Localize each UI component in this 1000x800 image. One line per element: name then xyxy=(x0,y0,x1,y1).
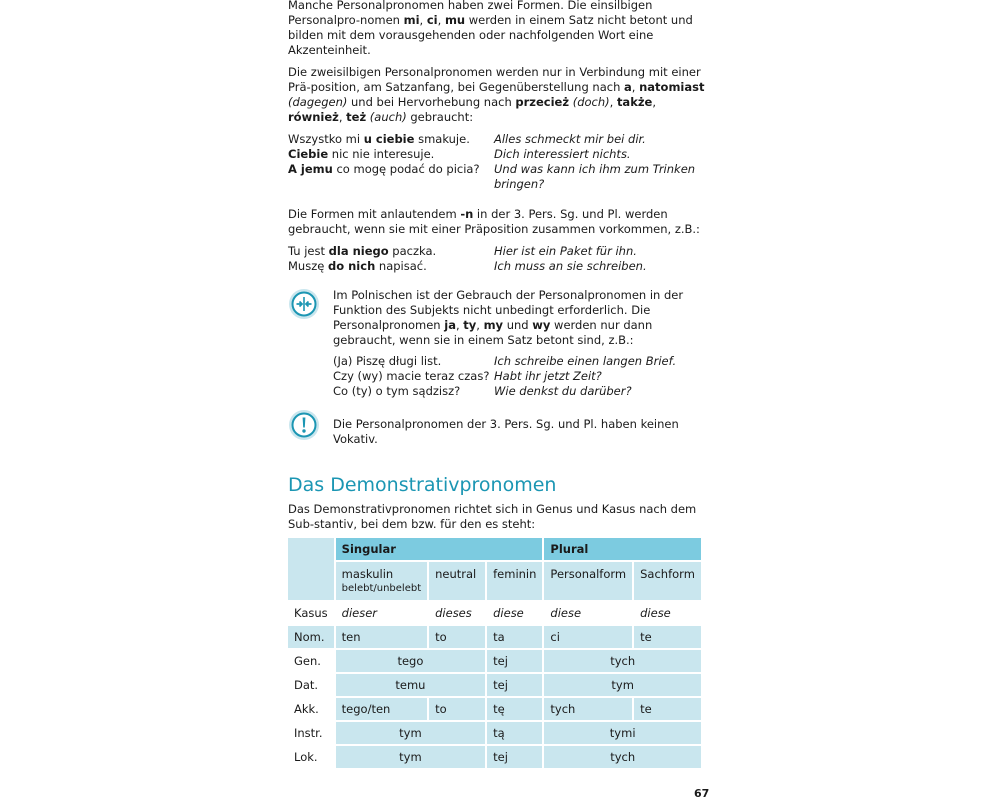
page-number: 67 xyxy=(694,787,710,800)
table-row xyxy=(288,746,701,768)
table-cell: ci xyxy=(544,626,632,648)
term-n: -n xyxy=(460,207,474,221)
term-mi: mi xyxy=(403,13,420,27)
table-cell: te xyxy=(634,698,701,720)
table-cell: tym xyxy=(336,746,485,768)
text: Die zweisilbigen Personalpronomen werden nur in Verbindung mit einer Prä-position, am Satzanfang, bei Gegenüberstellung nach xyxy=(288,65,701,94)
note-subject-pronouns xyxy=(288,288,708,399)
table-cell: ta xyxy=(487,626,542,648)
row-label: Dat. xyxy=(288,674,334,696)
table-row xyxy=(288,602,701,624)
table-cell: to xyxy=(429,698,485,720)
example-pl: Muszę do nich napisać. xyxy=(288,259,427,273)
term-rowniez: również xyxy=(288,110,339,124)
header-singular: Singular xyxy=(336,538,543,560)
table-cell: tą xyxy=(487,722,542,744)
example-de: Wie denkst du darüber? xyxy=(494,384,632,398)
example-de: Und was kann ich ihm zum Trinken bringen? xyxy=(494,162,696,191)
example-de: Ich muss an sie schreiben. xyxy=(494,259,647,273)
table-cell: temu xyxy=(336,674,485,696)
text: , xyxy=(419,13,427,27)
table-cell: te xyxy=(634,626,701,648)
term-takze: także xyxy=(616,95,653,109)
example-pl: A jemu co mogę podać do picia? xyxy=(288,162,480,176)
subheader-feminin: feminin xyxy=(487,562,542,600)
text: , xyxy=(437,13,445,27)
row-label: Gen. xyxy=(288,650,334,672)
term-tez: też xyxy=(346,110,367,124)
table-cell: tymi xyxy=(544,722,700,744)
table-cell: tej xyxy=(487,746,542,768)
table-corner xyxy=(288,538,334,600)
note-text: Die Personalpronomen der 3. Pers. Sg. und Pl. haben keinen Vokativ. xyxy=(333,417,679,446)
table-row xyxy=(288,698,701,720)
table-cell: tego/ten xyxy=(336,698,427,720)
term-przeciez: przecież xyxy=(515,95,570,109)
table-row xyxy=(288,722,701,744)
subheader-maskulin: maskulin belebt/unbelebt xyxy=(336,562,427,600)
example-de: Alles schmeckt mir bei dir. xyxy=(494,132,646,146)
subheader-personalform: Personalform xyxy=(544,562,632,600)
table-cell: tej xyxy=(487,650,542,672)
translation: (doch) xyxy=(572,95,610,109)
table-cell: tej xyxy=(487,674,542,696)
demonstrative-table xyxy=(286,536,703,770)
compare-arrows-icon xyxy=(288,288,320,320)
table-cell: diese xyxy=(487,602,542,624)
examples-block-2 xyxy=(288,244,708,274)
table-cell: dieses xyxy=(429,602,485,624)
intro-paragraph-2 xyxy=(288,65,708,125)
subheader-sachform: Sachform xyxy=(634,562,701,600)
table-cell: tych xyxy=(544,746,700,768)
table-cell: diese xyxy=(544,602,632,624)
row-label: Akk. xyxy=(288,698,334,720)
table-cell: diese xyxy=(634,602,701,624)
section-intro: Das Demonstrativpronomen richtet sich in Genus und Kasus nach dem Sub-stantiv, bei dem bzw. für den es steht: xyxy=(288,502,697,531)
n-forms-paragraph xyxy=(288,207,708,237)
example-pl: Co (ty) o tym sądzisz? xyxy=(333,384,461,398)
text: werden in einem Satz nicht betont und bilden mit dem vorausgehenden oder nachfolgenden Wort eine Akzenteinheit. xyxy=(288,13,693,57)
example-pl: Czy (wy) macie teraz czas? xyxy=(333,369,490,383)
note-examples xyxy=(333,354,708,399)
term-natomiast: natomiast xyxy=(639,80,705,94)
text: Die Formen mit anlautendem xyxy=(288,207,461,221)
example-pl: Tu jest dla niego paczka. xyxy=(288,244,437,258)
example-de: Hier ist ein Paket für ihn. xyxy=(494,244,637,258)
row-label: Kasus xyxy=(288,602,334,624)
table-cell: tych xyxy=(544,650,700,672)
header-plural: Plural xyxy=(544,538,700,560)
note-vocative xyxy=(288,417,708,447)
example-pl: (Ja) Piszę długi list. xyxy=(333,354,442,368)
table-row xyxy=(288,674,701,696)
table-row xyxy=(288,626,701,648)
example-de: Ich schreibe einen langen Brief. xyxy=(494,354,677,368)
example-de: Dich interessiert nichts. xyxy=(494,147,631,161)
example-de: Habt ihr jetzt Zeit? xyxy=(494,369,602,383)
intro-paragraph-1 xyxy=(288,0,708,58)
translation: (auch) xyxy=(369,110,407,124)
section-heading: Das Demonstrativpronomen xyxy=(288,474,557,496)
table-cell: ten xyxy=(336,626,427,648)
text: in der 3. Pers. Sg. und Pl. werden gebraucht, wenn sie mit einer Präposition zusammen vorkommen, z.B.: xyxy=(288,207,700,236)
page-content xyxy=(288,0,708,770)
note-text: Im Polnischen ist der Gebrauch der Personalpronomen in der Funktion des Subjekts nicht unbedingt erforderlich. Die Personalpronomen ja, ty, my und wy werden nur dann gebraucht, wenn sie in einem Satz betont sind, z.B.: xyxy=(333,288,684,347)
row-label: Instr. xyxy=(288,722,334,744)
text: , xyxy=(338,110,347,124)
table-row xyxy=(288,650,701,672)
exclamation-icon xyxy=(288,409,320,441)
table-cell: tę xyxy=(487,698,542,720)
text: und bei Hervorhebung nach xyxy=(347,95,516,109)
example-pl: Ciebie nic nie interesuje. xyxy=(288,147,435,161)
text: , xyxy=(631,80,640,94)
text: , xyxy=(609,95,617,109)
subheader-neutral: neutral xyxy=(429,562,485,600)
row-label: Nom. xyxy=(288,626,334,648)
text: , xyxy=(652,95,656,109)
table-cell: tego xyxy=(336,650,485,672)
table-cell: dieser xyxy=(336,602,427,624)
term-mu: mu xyxy=(444,13,466,27)
term-ci: ci xyxy=(426,13,438,27)
example-pl: Wszystko mi u ciebie smakuje. xyxy=(288,132,470,146)
term-a: a xyxy=(624,80,632,94)
examples-block-1 xyxy=(288,132,708,192)
text: Manche Personalpronomen haben zwei Formen. Die einsilbigen Personalpro-nomen xyxy=(288,0,653,27)
table-cell: tym xyxy=(544,674,700,696)
text: gebraucht: xyxy=(406,110,474,124)
table-cell: tych xyxy=(544,698,632,720)
row-label: Lok. xyxy=(288,746,334,768)
translation: (dagegen) xyxy=(288,95,348,109)
table-cell: tym xyxy=(336,722,485,744)
table-cell: to xyxy=(429,626,485,648)
